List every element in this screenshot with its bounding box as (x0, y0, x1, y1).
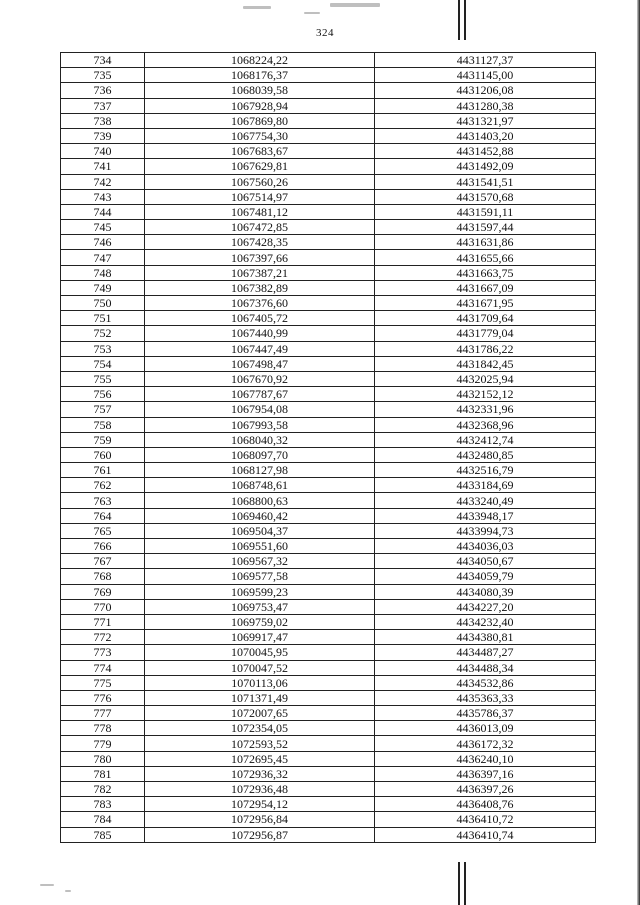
y-coordinate-cell: 4431127,37 (375, 53, 596, 68)
x-coordinate-cell: 1067428,35 (145, 235, 375, 250)
x-coordinate-cell: 1068097,70 (145, 447, 375, 462)
y-coordinate-cell: 4436013,09 (375, 721, 596, 736)
scan-smudge (330, 3, 380, 7)
point-number-cell: 764 (61, 508, 145, 523)
point-number-cell: 777 (61, 706, 145, 721)
point-number-cell: 759 (61, 432, 145, 447)
table-row (61, 98, 596, 113)
x-coordinate-cell: 1067787,67 (145, 387, 375, 402)
table-row (61, 189, 596, 204)
point-number-cell: 779 (61, 736, 145, 751)
table-row (61, 614, 596, 629)
x-coordinate-cell: 1068176,37 (145, 68, 375, 83)
y-coordinate-cell: 4431597,44 (375, 220, 596, 235)
y-coordinate-cell: 4435363,33 (375, 690, 596, 705)
x-coordinate-cell: 1067382,89 (145, 280, 375, 295)
x-coordinate-cell: 1067387,21 (145, 265, 375, 280)
table-row (61, 584, 596, 599)
point-number-cell: 738 (61, 113, 145, 128)
point-number-cell: 753 (61, 341, 145, 356)
margin-binding-line (458, 0, 460, 40)
x-coordinate-cell: 1072936,48 (145, 782, 375, 797)
y-coordinate-cell: 4432368,96 (375, 417, 596, 432)
table-row (61, 83, 596, 98)
y-coordinate-cell: 4434036,03 (375, 539, 596, 554)
point-number-cell: 767 (61, 554, 145, 569)
table-row (61, 736, 596, 751)
point-number-cell: 770 (61, 599, 145, 614)
point-number-cell: 736 (61, 83, 145, 98)
y-coordinate-cell: 4431452,88 (375, 144, 596, 159)
x-coordinate-cell: 1072695,45 (145, 751, 375, 766)
point-number-cell: 765 (61, 523, 145, 538)
y-coordinate-cell: 4434232,40 (375, 614, 596, 629)
point-number-cell: 746 (61, 235, 145, 250)
point-number-cell: 782 (61, 782, 145, 797)
table-row (61, 797, 596, 812)
coordinates-table-body (61, 53, 596, 843)
x-coordinate-cell: 1069567,32 (145, 554, 375, 569)
x-coordinate-cell: 1067928,94 (145, 98, 375, 113)
y-coordinate-cell: 4434080,39 (375, 584, 596, 599)
point-number-cell: 744 (61, 204, 145, 219)
table-row (61, 68, 596, 83)
point-number-cell: 778 (61, 721, 145, 736)
point-number-cell: 745 (61, 220, 145, 235)
y-coordinate-cell: 4436410,72 (375, 812, 596, 827)
point-number-cell: 758 (61, 417, 145, 432)
point-number-cell: 766 (61, 539, 145, 554)
y-coordinate-cell: 4436172,32 (375, 736, 596, 751)
table-row (61, 539, 596, 554)
point-number-cell: 780 (61, 751, 145, 766)
table-row (61, 280, 596, 295)
table-row (61, 599, 596, 614)
x-coordinate-cell: 1068040,32 (145, 432, 375, 447)
table-row (61, 144, 596, 159)
y-coordinate-cell: 4432331,96 (375, 402, 596, 417)
y-coordinate-cell: 4434380,81 (375, 630, 596, 645)
x-coordinate-cell: 1067629,81 (145, 159, 375, 174)
point-number-cell: 740 (61, 144, 145, 159)
y-coordinate-cell: 4431709,64 (375, 311, 596, 326)
point-number-cell: 775 (61, 675, 145, 690)
y-coordinate-cell: 4433240,49 (375, 493, 596, 508)
y-coordinate-cell: 4432480,85 (375, 447, 596, 462)
y-coordinate-cell: 4432516,79 (375, 463, 596, 478)
table-row (61, 250, 596, 265)
point-number-cell: 739 (61, 128, 145, 143)
y-coordinate-cell: 4431779,04 (375, 326, 596, 341)
x-coordinate-cell: 1070045,95 (145, 645, 375, 660)
margin-binding-line (464, 862, 466, 905)
point-number-cell: 756 (61, 387, 145, 402)
point-number-cell: 737 (61, 98, 145, 113)
scan-smudge (65, 890, 71, 892)
table-row (61, 463, 596, 478)
table-row (61, 690, 596, 705)
y-coordinate-cell: 4434050,67 (375, 554, 596, 569)
point-number-cell: 754 (61, 356, 145, 371)
y-coordinate-cell: 4434227,20 (375, 599, 596, 614)
x-coordinate-cell: 1067376,60 (145, 296, 375, 311)
y-coordinate-cell: 4431655,66 (375, 250, 596, 265)
y-coordinate-cell: 4431280,38 (375, 98, 596, 113)
y-coordinate-cell: 4434059,79 (375, 569, 596, 584)
point-number-cell: 768 (61, 569, 145, 584)
x-coordinate-cell: 1072354,05 (145, 721, 375, 736)
x-coordinate-cell: 1072007,65 (145, 706, 375, 721)
x-coordinate-cell: 1067447,49 (145, 341, 375, 356)
table-row (61, 827, 596, 842)
x-coordinate-cell: 1070047,52 (145, 660, 375, 675)
x-coordinate-cell: 1068224,22 (145, 53, 375, 68)
table-row (61, 569, 596, 584)
x-coordinate-cell: 1068800,63 (145, 493, 375, 508)
point-number-cell: 751 (61, 311, 145, 326)
point-number-cell: 743 (61, 189, 145, 204)
x-coordinate-cell: 1069460,42 (145, 508, 375, 523)
table-row (61, 387, 596, 402)
point-number-cell: 785 (61, 827, 145, 842)
point-number-cell: 769 (61, 584, 145, 599)
table-row (61, 265, 596, 280)
point-number-cell: 755 (61, 371, 145, 386)
table-row (61, 782, 596, 797)
y-coordinate-cell: 4431403,20 (375, 128, 596, 143)
y-coordinate-cell: 4436408,76 (375, 797, 596, 812)
point-number-cell: 749 (61, 280, 145, 295)
point-number-cell: 784 (61, 812, 145, 827)
y-coordinate-cell: 4436397,16 (375, 766, 596, 781)
y-coordinate-cell: 4433184,69 (375, 478, 596, 493)
table-row (61, 706, 596, 721)
x-coordinate-cell: 1068127,98 (145, 463, 375, 478)
x-coordinate-cell: 1068748,61 (145, 478, 375, 493)
table-row (61, 508, 596, 523)
y-coordinate-cell: 4436410,74 (375, 827, 596, 842)
x-coordinate-cell: 1069599,23 (145, 584, 375, 599)
x-coordinate-cell: 1067670,92 (145, 371, 375, 386)
y-coordinate-cell: 4431842,45 (375, 356, 596, 371)
table-row (61, 128, 596, 143)
x-coordinate-cell: 1067754,30 (145, 128, 375, 143)
table-row (61, 721, 596, 736)
table-row (61, 356, 596, 371)
table-row (61, 554, 596, 569)
x-coordinate-cell: 1067481,12 (145, 204, 375, 219)
y-coordinate-cell: 4431570,68 (375, 189, 596, 204)
x-coordinate-cell: 1067498,47 (145, 356, 375, 371)
y-coordinate-cell: 4431631,86 (375, 235, 596, 250)
y-coordinate-cell: 4431145,00 (375, 68, 596, 83)
table-row (61, 371, 596, 386)
x-coordinate-cell: 1069917,47 (145, 630, 375, 645)
y-coordinate-cell: 4431663,75 (375, 265, 596, 280)
x-coordinate-cell: 1067560,26 (145, 174, 375, 189)
y-coordinate-cell: 4435786,37 (375, 706, 596, 721)
table-row (61, 296, 596, 311)
x-coordinate-cell: 1072593,52 (145, 736, 375, 751)
point-number-cell: 761 (61, 463, 145, 478)
x-coordinate-cell: 1071371,49 (145, 690, 375, 705)
point-number-cell: 773 (61, 645, 145, 660)
x-coordinate-cell: 1072956,87 (145, 827, 375, 842)
page-number: 324 (316, 27, 334, 39)
y-coordinate-cell: 4436397,26 (375, 782, 596, 797)
table-row (61, 645, 596, 660)
y-coordinate-cell: 4431667,09 (375, 280, 596, 295)
table-row (61, 660, 596, 675)
y-coordinate-cell: 4431321,97 (375, 113, 596, 128)
x-coordinate-cell: 1070113,06 (145, 675, 375, 690)
y-coordinate-cell: 4432025,94 (375, 371, 596, 386)
table-row (61, 493, 596, 508)
y-coordinate-cell: 4431786,22 (375, 341, 596, 356)
point-number-cell: 735 (61, 68, 145, 83)
margin-binding-line (464, 0, 466, 40)
point-number-cell: 747 (61, 250, 145, 265)
margin-binding-line (458, 862, 460, 905)
table-row (61, 341, 596, 356)
x-coordinate-cell: 1067397,66 (145, 250, 375, 265)
point-number-cell: 762 (61, 478, 145, 493)
x-coordinate-cell: 1067514,97 (145, 189, 375, 204)
table-row (61, 402, 596, 417)
point-number-cell: 776 (61, 690, 145, 705)
x-coordinate-cell: 1072956,84 (145, 812, 375, 827)
y-coordinate-cell: 4431206,08 (375, 83, 596, 98)
y-coordinate-cell: 4436240,10 (375, 751, 596, 766)
x-coordinate-cell: 1069753,47 (145, 599, 375, 614)
table-row (61, 235, 596, 250)
table-row (61, 311, 596, 326)
x-coordinate-cell: 1067993,58 (145, 417, 375, 432)
table-row (61, 766, 596, 781)
y-coordinate-cell: 4431671,95 (375, 296, 596, 311)
table-row (61, 447, 596, 462)
table-row (61, 432, 596, 447)
point-number-cell: 750 (61, 296, 145, 311)
table-row (61, 174, 596, 189)
point-number-cell: 752 (61, 326, 145, 341)
point-number-cell: 774 (61, 660, 145, 675)
y-coordinate-cell: 4434488,34 (375, 660, 596, 675)
table-row (61, 751, 596, 766)
table-row (61, 417, 596, 432)
y-coordinate-cell: 4434487,27 (375, 645, 596, 660)
table-row (61, 326, 596, 341)
table-row (61, 113, 596, 128)
table-row (61, 204, 596, 219)
point-number-cell: 742 (61, 174, 145, 189)
x-coordinate-cell: 1067405,72 (145, 311, 375, 326)
x-coordinate-cell: 1067869,80 (145, 113, 375, 128)
table-row (61, 812, 596, 827)
x-coordinate-cell: 1069504,37 (145, 523, 375, 538)
y-coordinate-cell: 4431541,51 (375, 174, 596, 189)
y-coordinate-cell: 4433994,73 (375, 523, 596, 538)
point-number-cell: 772 (61, 630, 145, 645)
table-row (61, 478, 596, 493)
scan-smudge (243, 6, 271, 9)
y-coordinate-cell: 4432152,12 (375, 387, 596, 402)
x-coordinate-cell: 1067954,08 (145, 402, 375, 417)
table-row (61, 630, 596, 645)
coordinates-table (60, 52, 596, 843)
x-coordinate-cell: 1068039,58 (145, 83, 375, 98)
y-coordinate-cell: 4432412,74 (375, 432, 596, 447)
x-coordinate-cell: 1069759,02 (145, 614, 375, 629)
y-coordinate-cell: 4431492,09 (375, 159, 596, 174)
y-coordinate-cell: 4431591,11 (375, 204, 596, 219)
point-number-cell: 734 (61, 53, 145, 68)
table-row (61, 159, 596, 174)
table-row (61, 675, 596, 690)
point-number-cell: 757 (61, 402, 145, 417)
x-coordinate-cell: 1072936,32 (145, 766, 375, 781)
x-coordinate-cell: 1067440,99 (145, 326, 375, 341)
table-row (61, 523, 596, 538)
point-number-cell: 771 (61, 614, 145, 629)
point-number-cell: 748 (61, 265, 145, 280)
table-row (61, 53, 596, 68)
scan-smudge (304, 12, 320, 14)
point-number-cell: 760 (61, 447, 145, 462)
x-coordinate-cell: 1067683,67 (145, 144, 375, 159)
point-number-cell: 783 (61, 797, 145, 812)
y-coordinate-cell: 4434532,86 (375, 675, 596, 690)
point-number-cell: 741 (61, 159, 145, 174)
table-row (61, 220, 596, 235)
y-coordinate-cell: 4433948,17 (375, 508, 596, 523)
x-coordinate-cell: 1067472,85 (145, 220, 375, 235)
scan-smudge (40, 884, 54, 886)
x-coordinate-cell: 1069577,58 (145, 569, 375, 584)
point-number-cell: 781 (61, 766, 145, 781)
x-coordinate-cell: 1069551,60 (145, 539, 375, 554)
point-number-cell: 763 (61, 493, 145, 508)
x-coordinate-cell: 1072954,12 (145, 797, 375, 812)
